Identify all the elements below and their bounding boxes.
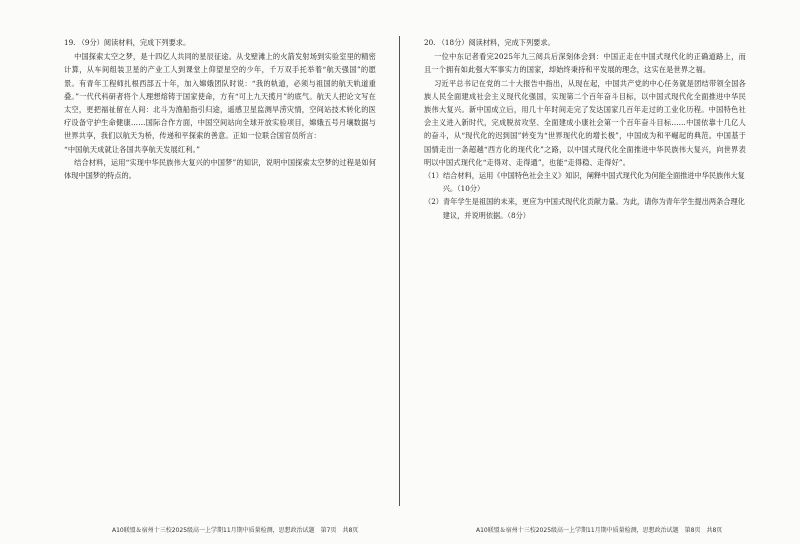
material-paragraph: 一位中东记者看完2025年九三阅兵后深刻体会到：中国正走在中国式现代化的正确道路上，而且一个拥有如此强大军事实力的国家，却始终秉持和平发展的理念，这实在是世界之福。 bbox=[424, 52, 746, 75]
question-header bbox=[424, 36, 746, 49]
question-score: （18分） bbox=[437, 38, 469, 47]
question-prompt: 结合材料，运用“实现中华民族伟大复兴的中国梦”的知识，说明中国探索太空梦的过程是如何体现中国梦的特点的。 bbox=[64, 157, 376, 181]
page-footer: A10联盟＆宿州十三校2025级高一上学期11月期中质量检测，思想政治试题 第7页 共8页 bbox=[112, 527, 359, 534]
page-footer: A10联盟＆宿州十三校2025级高一上学期11月期中质量检测，思想政治试题 第8页 共8页 bbox=[476, 527, 723, 534]
question-number: 20. bbox=[424, 38, 436, 47]
sub-question-2: （2）青年学生是祖国的未来，更应为中国式现代化贡献力量。为此，请你为青年学生提出两条合理化建议，并说明依据。（8分） bbox=[424, 197, 745, 220]
material-quote: “中国航天成就让各国共享航天发展红利。” bbox=[64, 144, 201, 154]
exam-page-8 bbox=[400, 0, 800, 544]
sub-question-1: （1）结合材料，运用《中国特色社会主义》知识，阐释中国式现代化为何能全面推进中华民族伟大复兴。（10分） bbox=[424, 171, 745, 194]
material-paragraph: 中国探索太空之梦，是十四亿人共同的星辰征途。从戈壁滩上的火箭发射场到实验室里的精密计算，从车间组装卫星的产业工人到课堂上仰望星空的少年，千万双手托举着“航天强国”的愿景。有青年工程师扎根西部五十年，加入嫦娥团队时说：“我的轨道，必须与祖国的航天轨道重叠。”一代代科研者将个人理想熔铸于国家使命，方有“可上九天揽月”的底气。航天人把论文写在太空，更把福祉留在人间：北斗为渔船指引归途，遥感卫星监测旱涝灾情，空间站技术转化的医疗设备守护生命健康……国际合作方面，中国空间站向全球开放实验项目，嫦娥五号月壤数据与世界共享，我们以航天为桥，传递和平探索的善意。正如一位联合国官员所言： bbox=[64, 52, 376, 141]
question-number: 19. bbox=[64, 38, 76, 47]
question-score: （9分） bbox=[77, 38, 104, 47]
question-instruction: 阅读材料，完成下列要求。 bbox=[468, 38, 555, 47]
question-instruction: 阅读材料，完成下列要求。 bbox=[103, 38, 191, 47]
question-19 bbox=[64, 36, 376, 182]
material-paragraph: 习近平总书记在党的二十大报告中指出，从现在起，中国共产党的中心任务就是团结带领全国各族人民全面建成社会主义现代化强国，实现第二个百年奋斗目标，以中国式现代化全面推进中华民族伟大复兴。新中国成立后，用几十年时间走完了发达国家几百年走过的工业化历程。中国特色社会主义进入新时代，完成脱贫攻坚、全面建成小康社会第一个百年奋斗目标……中国依靠十几亿人的奋斗，从“现代化的迟到国”转变为“世界现代化的增长极”，中国成为和平崛起的典范。中国基于国情走出一条超越“西方化的现代化”之路，以中国式现代化全面推进中华民族伟大复兴，向世界表明以中国式现代化“走得对、走得通”，也能“走得稳、走得好”。 bbox=[424, 78, 746, 167]
question-header bbox=[64, 36, 376, 49]
question-20 bbox=[424, 36, 746, 222]
